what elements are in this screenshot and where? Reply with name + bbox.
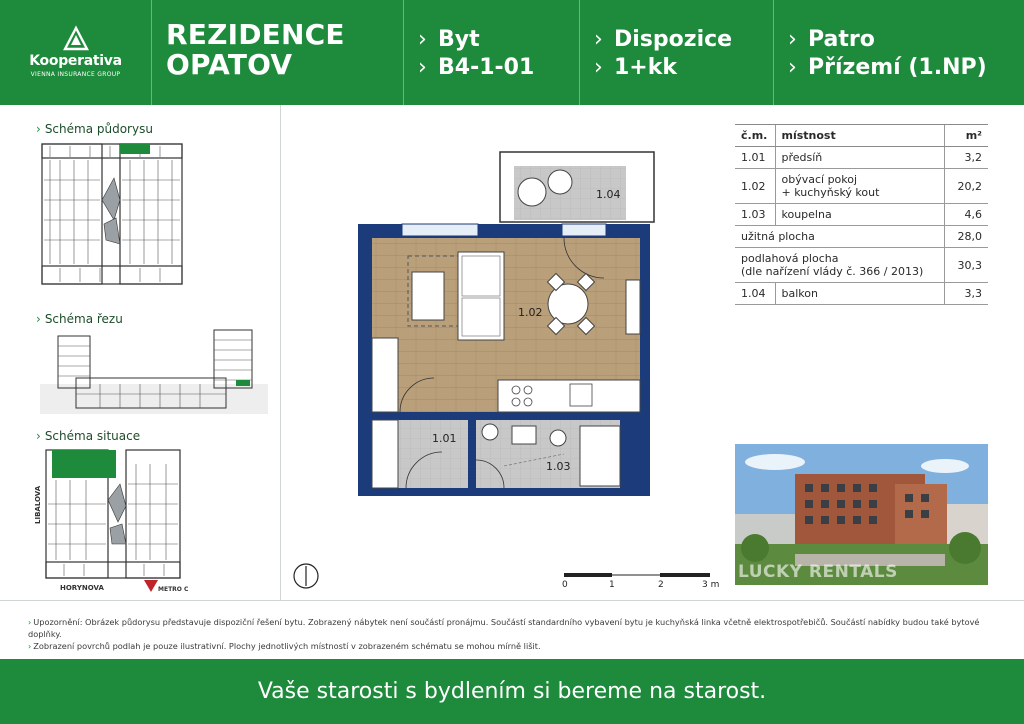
table-row xyxy=(735,169,988,204)
table-header-room: místnost xyxy=(775,125,944,147)
room-label-balcony: 1.04 xyxy=(596,188,621,201)
table-header-row xyxy=(735,125,988,147)
table-cell: 1.01 xyxy=(735,147,775,169)
disclaimer xyxy=(28,616,1008,652)
chevron-right-icon: › xyxy=(418,27,427,52)
table-cell: 1.04 xyxy=(735,283,775,305)
table-cell-line: podlahová plocha xyxy=(741,252,839,265)
section-schema-title: › Schéma řezu xyxy=(36,312,123,326)
project-title-line2: OPATOV xyxy=(166,48,293,81)
disclaimer-line1: Upozornění: Obrázek půdorysu představuje dispoziční řešení bytu. Zobrazený nábytek není součástí pronájmu. Součástí standardního vybavení bytu je kuchyňská linka včetně elektrospotřebičů. Součástí nabídky budou také bytové doplňky. xyxy=(28,617,980,639)
table-cell: 3,2 xyxy=(944,147,988,169)
scale-tick-2: 2 xyxy=(658,580,664,590)
table-row xyxy=(735,283,988,305)
site-schema xyxy=(34,444,189,594)
layout-field xyxy=(580,0,774,105)
metro-icon xyxy=(144,580,158,592)
watermark: LUCKY RENTALS xyxy=(738,562,898,582)
chevron-right-icon: › xyxy=(788,27,797,52)
table-row xyxy=(735,226,988,248)
table-cell: koupelna xyxy=(775,204,944,226)
table-cell: 3,3 xyxy=(944,283,988,305)
footer-divider xyxy=(0,600,1024,601)
street-label-left: LIBALOVA xyxy=(34,485,42,524)
north-arrow-icon xyxy=(292,562,320,590)
chevron-right-icon: › xyxy=(418,55,427,80)
table-cell: balkon xyxy=(775,283,944,305)
table-cell-line: + kuchyňský kout xyxy=(781,186,880,199)
table-cell xyxy=(735,248,944,283)
table-cell: 28,0 xyxy=(944,226,988,248)
chevron-right-icon: › xyxy=(36,429,41,443)
chevron-right-icon: › xyxy=(594,55,603,80)
room-label-bath: 1.03 xyxy=(546,460,571,473)
footer-bar xyxy=(0,659,1024,724)
layout-value: 1+kk xyxy=(614,55,678,80)
kooperativa-logo-icon xyxy=(63,27,89,51)
room-label-hall: 1.01 xyxy=(432,432,457,445)
brand-subtitle: VIENNA INSURANCE GROUP xyxy=(30,71,121,78)
scale-tick-3: 3 m xyxy=(702,580,720,590)
table-cell: 1.02 xyxy=(735,169,775,204)
chevron-right-icon: › xyxy=(36,312,41,326)
scale-bar xyxy=(560,570,720,590)
table-cell: 1.03 xyxy=(735,204,775,226)
disclaimer-line2: Zobrazení povrchů podlah je pouze ilustrativní. Plochy jednotlivých místností v zobrazeném schématu se mohou mírně lišit. xyxy=(33,641,541,651)
chevron-right-icon: › xyxy=(594,27,603,52)
table-cell xyxy=(775,169,944,204)
table-row xyxy=(735,147,988,169)
chevron-right-icon: › xyxy=(788,55,797,80)
section-schema xyxy=(40,328,268,416)
unit-value: B4-1-01 xyxy=(438,55,535,80)
table-cell: užitná plocha xyxy=(735,226,944,248)
unit-field xyxy=(404,0,580,105)
room-label-living: 1.02 xyxy=(518,306,543,319)
table-cell: 20,2 xyxy=(944,169,988,204)
table-cell: 30,3 xyxy=(944,248,988,283)
table-cell-line: obývací pokoj xyxy=(781,173,858,186)
chevron-right-icon: › xyxy=(28,617,32,627)
site-schema-title: › Schéma situace xyxy=(36,429,141,443)
unit-label: Byt xyxy=(438,27,480,52)
chevron-right-icon: › xyxy=(36,122,41,136)
metro-label: METRO C xyxy=(158,586,189,593)
floor-plan xyxy=(350,148,660,508)
chevron-right-icon: › xyxy=(28,641,32,651)
floor-field xyxy=(774,0,1024,105)
floor-value: Přízemí (1.NP) xyxy=(808,55,987,80)
rooms-table xyxy=(735,124,988,305)
brand-name: Kooperativa xyxy=(29,53,122,69)
project-title xyxy=(152,0,404,105)
column-divider xyxy=(280,105,281,600)
layout-label: Dispozice xyxy=(614,27,733,52)
table-cell-line: (dle nařízení vlády č. 366 / 2013) xyxy=(741,265,924,278)
floorplan-schema xyxy=(40,140,186,290)
footer-slogan: Vaše starosti s bydlením si bereme na starost. xyxy=(257,679,767,704)
table-cell: 4,6 xyxy=(944,204,988,226)
floor-label: Patro xyxy=(808,27,875,52)
table-header-area: m² xyxy=(944,125,988,147)
scale-tick-0: 0 xyxy=(562,580,568,590)
scale-tick-1: 1 xyxy=(609,580,615,590)
table-row xyxy=(735,248,988,283)
floorplan-schema-title: › Schéma půdorysu xyxy=(36,122,153,136)
header-bar xyxy=(0,0,1024,105)
table-row xyxy=(735,204,988,226)
project-title-line1: REZIDENCE xyxy=(166,18,345,51)
table-cell: předsíň xyxy=(775,147,944,169)
brand-logo xyxy=(0,0,152,105)
street-label-bottom: HORYNOVA xyxy=(60,584,104,592)
table-header-id: č.m. xyxy=(735,125,775,147)
